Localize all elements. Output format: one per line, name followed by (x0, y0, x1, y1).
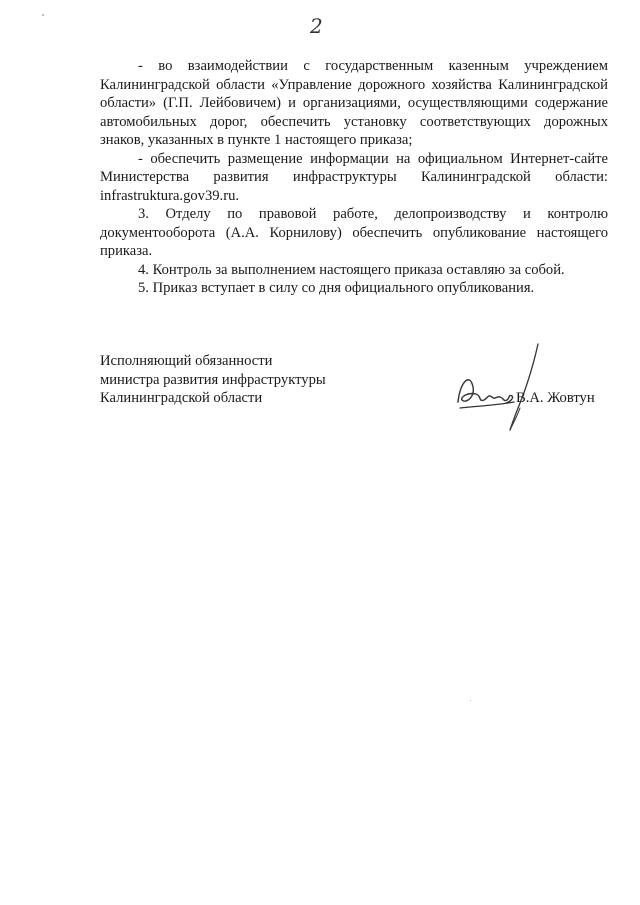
paragraph-publish-on-website: - обеспечить размещение информации на официальном Интернет-сайте Министерства развития инфраструктуры Калининградской области: infrastruktura.gov39.ru. (100, 150, 608, 204)
page-number: 2 (310, 14, 323, 38)
paragraph-control: 4. Контроль за выполнением настоящего приказа оставляю за собой. (138, 261, 565, 278)
signatory-title-line: Исполняющий обязанности (100, 353, 273, 369)
paragraph-interaction-with-road-agency: - во взаимодействии с государственным казенным учреждением Калининградской области «Управление дорожного хозяйства Калининградской области» (Г.П. Лейбовичем) и организациями, осуществляющими содержание автомобильных дорог, обеспечить установку соответствующих дорожных знаков, указанных в пункте 1 настоящего приказа; (100, 58, 608, 148)
signatory-name: В.А. Жовтун (516, 390, 595, 406)
signatory-title-line: министра развития инфраструктуры (100, 371, 326, 388)
scan-speck (470, 700, 471, 701)
signature-block (100, 352, 620, 442)
scan-speck (42, 14, 44, 16)
paragraph-legal-department: 3. Отделу по правовой работе, делопроизводству и контролю документооборота (А.А. Корнилову) обеспечить опубликование настоящего приказа. (100, 206, 608, 259)
paragraph-effective-date: 5. Приказ вступает в силу со дня официального опубликования. (138, 280, 535, 296)
order-body-text (100, 57, 608, 298)
signatory-title-line: Калининградской области (100, 390, 263, 406)
